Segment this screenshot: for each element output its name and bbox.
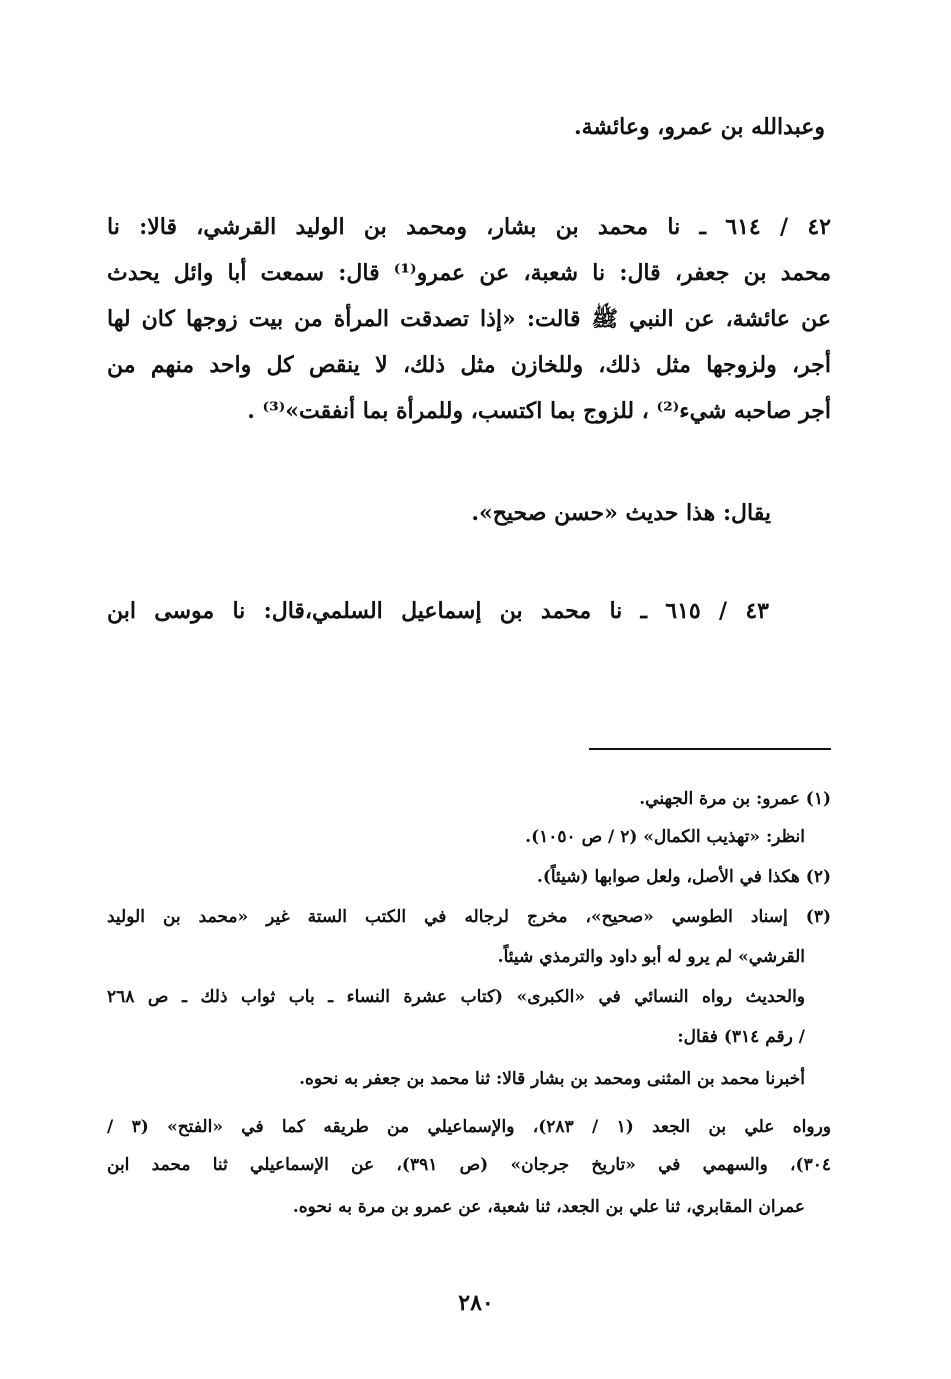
top-line: وعبدالله بن عمرو، وعائشة.: [573, 114, 825, 140]
footnote-3-line-1: (٣) إسناد الطوسي «صحيح»، مخرج لرجاله في الكتب الستة غير «محمد بن الوليد: [107, 907, 831, 927]
footnote-3-line-7: ٣٠٤)، والسهمي في «تاريخ جرجان» (ص ٣٩١)، عن الإسماعيلي ثنا محمد ابن: [107, 1155, 831, 1175]
footnote-separator: [589, 748, 831, 750]
verdict-line: يقال: هذا حديث «حسن صحيح».: [471, 500, 771, 526]
hadith-42-line-1: ٤٢ / ٦١٤ ـ نا محمد بن بشار، ومحمد بن الوليد القرشي، قالا: نا: [107, 214, 831, 240]
hadith-42-line-4: أجر، ولزوجها مثل ذلك، وللخازن مثل ذلك، لا ينقص كل واحد منهم من: [107, 352, 831, 378]
footnote-3-line-4: / رقم ٣١٤) فقال:: [677, 1027, 805, 1047]
footnote-3-line-3: والحديث رواه النسائي في «الكبرى» (كتاب عشرة النساء ـ باب ثواب ذلك ـ ص ٢٦٨: [107, 987, 805, 1007]
page-number: ٢٨٠: [458, 1290, 494, 1316]
footnote-1: (١) عمرو: بن مرة الجهني.: [639, 789, 831, 809]
hadith-42-line-3: عن عائشة، عن النبي ﷺ قالت: «إذا تصدقت المرأة من بيت زوجها كان لها: [107, 306, 831, 332]
footnote-3-line-2: القرشي» لم يرو له أبو داود والترمذي شيئاً.: [497, 947, 805, 967]
footnote-2: (٢) هكذا في الأصل، ولعل صوابها (شيئاً).: [536, 867, 831, 887]
hadith-42-line-2: محمد بن جعفر، قال: نا شعبة، عن عمرو⁽¹⁾ قال: سمعت أبا وائل يحدث: [107, 260, 831, 286]
footnote-3-line-8: عمران المقابري، ثنا علي بن الجعد، ثنا شعبة، عن عمرو بن مرة به نحوه.: [292, 1197, 805, 1217]
hadith-42-line-5: أجر صاحبه شيء⁽²⁾ ، للزوج بما اكتسب، وللمرأة بما أنفقت»⁽³⁾ .: [247, 398, 831, 424]
footnote-1-ref: انظر: «تهذيب الكمال» (٢ / ص ١٠٥٠).: [525, 827, 805, 847]
hadith-43-line: ٤٣ / ٦١٥ ـ نا محمد بن إسماعيل السلمي،قال: نا موسى ابن: [107, 598, 769, 624]
footnote-3-line-6: ورواه علي بن الجعد (١ / ٢٨٣)، والإسماعيلي من طريقه كما في «الفتح» (٣ /: [107, 1117, 832, 1137]
footnote-3-line-5: أخبرنا محمد بن المثنى ومحمد بن بشار قالا: ثنا محمد بن جعفر به نحوه.: [299, 1069, 805, 1089]
